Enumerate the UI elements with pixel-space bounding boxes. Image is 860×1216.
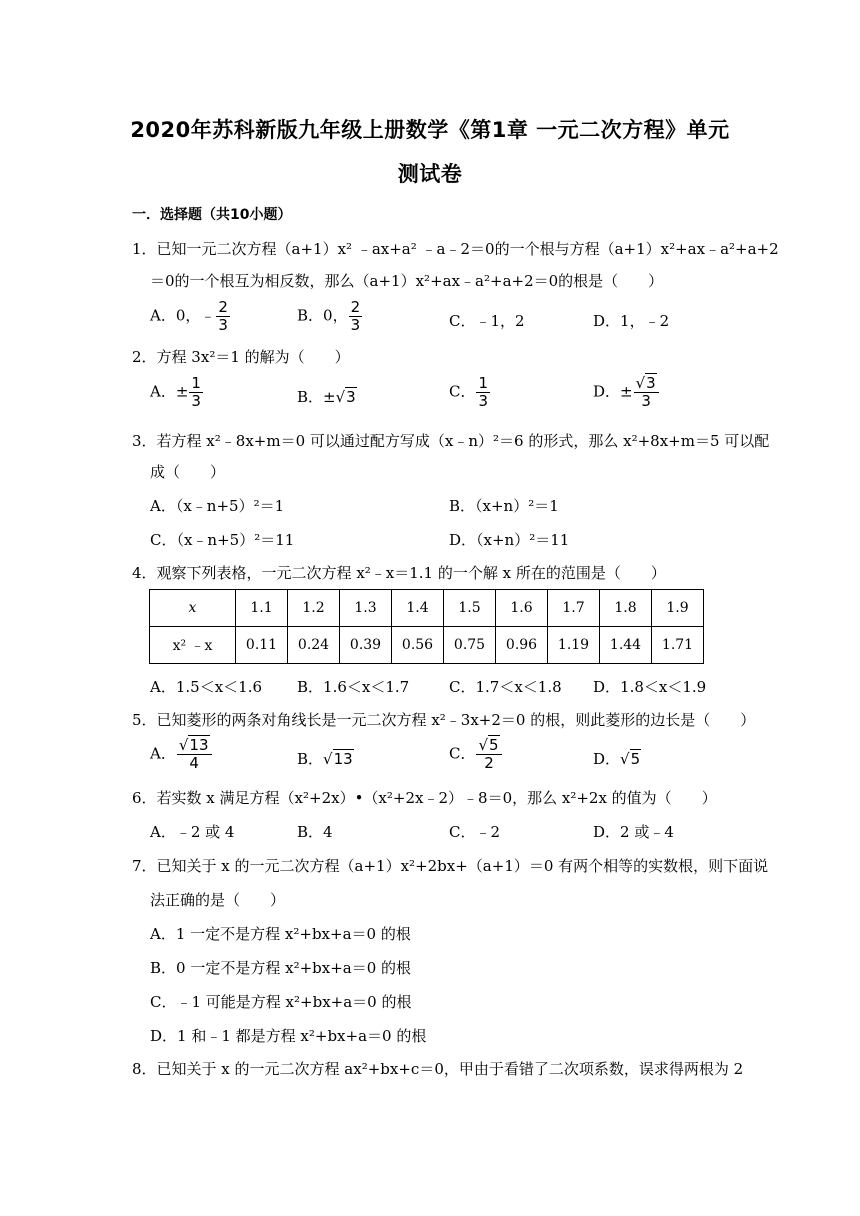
table-cell: 0.96 [496, 627, 548, 664]
q4-option-c: C．1.7＜x＜1.8 [449, 678, 562, 696]
q3-stem-line-2: 成（ ） [150, 463, 226, 481]
table-cell: 0.75 [444, 627, 496, 664]
table-cell: 0.56 [392, 627, 444, 664]
values-table [149, 589, 704, 664]
denominator: 3 [191, 392, 201, 410]
denominator: 3 [350, 316, 361, 334]
table-cell: 1.1 [236, 590, 288, 627]
table-cell: 1.7 [548, 590, 600, 627]
title-line-1: 2020年苏科新版九年级上册数学《第1章 一元二次方程》单元 [130, 118, 730, 142]
q1-option-b-fraction [349, 300, 363, 333]
q2-option-c-fraction [476, 376, 490, 409]
q1-stem-line-2: ＝0的一个根互为相反数，那么（a+1）x²+ax﹣a²+a+2＝0的根是（ ） [150, 272, 664, 290]
radicand: 13 [333, 750, 353, 768]
numerator: 2 [218, 298, 228, 316]
denominator: 3 [218, 316, 228, 334]
table-cell: 1.5 [444, 590, 496, 627]
q3-option-d: D．（x+n）²＝11 [449, 531, 570, 549]
denominator: 3 [641, 392, 651, 410]
q3-stem-line-1: 3．若方程 x²﹣8x+m＝0 可以通过配方写成（x﹣n）²＝6 的形式，那么 x²+8x+m＝5 可以配 [132, 432, 770, 450]
q1-option-d: D．1，﹣2 [593, 312, 670, 330]
q7-stem-line-1: 7．已知关于 x 的一元二次方程（a+1）x²+2bx+（a+1）＝0 有两个相等的实数根，则下面说 [132, 857, 769, 875]
q5-option-c-fraction [476, 738, 501, 771]
denominator: 2 [484, 754, 494, 772]
table-cell: 1.3 [340, 590, 392, 627]
q2-stem: 2．方程 3x²＝1 的解为（ ） [132, 348, 350, 366]
q1-stem-line-1: 1．已知一元二次方程（a+1）x² ﹣ax+a² ﹣a﹣2＝0的一个根与方程（a+1）x²+ax﹣a²+a+2 [132, 240, 779, 258]
title-line-2: 测试卷 [397, 162, 463, 186]
q2-option-a-label: A．± [150, 382, 189, 401]
denominator: 3 [478, 392, 489, 410]
numerator: 1 [478, 374, 489, 392]
q3-option-c: C．（x﹣n+5）²＝11 [150, 531, 295, 549]
numerator: √13 [177, 738, 212, 755]
q5-option-c-label: C． [449, 744, 476, 763]
q4-option-b: B．1.6＜x＜1.7 [297, 678, 410, 696]
radicand: 3 [346, 388, 356, 406]
q1-option-a-label: A．0，﹣ [150, 306, 216, 325]
table-cell: 1.9 [652, 590, 704, 627]
numerator: √3 [634, 376, 659, 393]
q5-option-b-sqrt: √13 [323, 750, 353, 768]
radicand: 3 [646, 374, 656, 392]
table-row [150, 627, 704, 664]
q1-option-a-fraction [216, 300, 230, 333]
q5-stem: 5．已知菱形的两条对角线长是一元二次方程 x²﹣3x+2＝0 的根，则此菱形的边长是（ ） [132, 711, 756, 729]
denominator: 4 [189, 754, 199, 772]
q4-option-d: D．1.8＜x＜1.9 [593, 678, 707, 696]
table-header-x [150, 590, 236, 627]
q4-option-a: A．1.5＜x＜1.6 [150, 678, 263, 696]
section-heading: 一．选择题（共10小题） [132, 207, 292, 223]
table-row [150, 590, 704, 627]
q1-option-b [297, 300, 363, 333]
q1-option-a [150, 300, 231, 333]
table-header-expression: x² ﹣x [150, 627, 236, 664]
table-cell: 1.8 [600, 590, 652, 627]
table-cell: 1.71 [652, 627, 704, 664]
numerator: 1 [191, 374, 201, 392]
header-text: x [188, 600, 197, 616]
q7-option-a: A．1 一定不是方程 x²+bx+a＝0 的根 [150, 925, 411, 943]
table-cell: 0.39 [340, 627, 392, 664]
q5-option-a-fraction [177, 738, 212, 771]
q1-option-b-label: B．0， [297, 306, 348, 325]
q2-option-d-label: D．± [593, 382, 633, 401]
q7-option-c: C．﹣1 可能是方程 x²+bx+a＝0 的根 [150, 993, 412, 1011]
numerator: √5 [476, 738, 501, 755]
q2-option-d-fraction [634, 376, 659, 409]
table-cell: 0.24 [288, 627, 340, 664]
radicand: 13 [189, 736, 209, 754]
q2-option-a-fraction [189, 376, 203, 409]
q7-option-d: D．1 和﹣1 都是方程 x²+bx+a＝0 的根 [150, 1027, 427, 1045]
q2-option-a [150, 376, 204, 409]
radicand: 5 [489, 736, 499, 754]
table-cell: 1.2 [288, 590, 340, 627]
q8-stem-line-1: 8．已知关于 x 的一元二次方程 ax²+bx+c＝0，甲由于看错了二次项系数，误求得两根为 2 [132, 1060, 744, 1078]
q6-option-b: B．4 [297, 823, 333, 841]
q2-option-b [297, 386, 357, 407]
q5-option-d-label: D． [593, 750, 621, 768]
table-cell: 1.44 [600, 627, 652, 664]
q5-option-d [593, 748, 641, 769]
q2-option-c-label: C． [449, 382, 476, 401]
q7-stem-line-2: 法正确的是（ ） [150, 891, 286, 909]
q5-option-b-label: B． [297, 750, 324, 768]
q2-option-b-sqrt: √3 [335, 388, 356, 406]
q2-option-d [593, 376, 660, 409]
q5-option-c [449, 738, 503, 771]
table-cell: 1.19 [548, 627, 600, 664]
q5-option-a [150, 738, 213, 771]
table-cell: 1.4 [392, 590, 444, 627]
q3-option-a: A．（x﹣n+5）²＝1 [150, 497, 285, 515]
q5-option-b [297, 748, 354, 769]
numerator: 2 [350, 298, 361, 316]
q5-option-d-sqrt: √5 [620, 750, 641, 768]
q6-option-d: D．2 或﹣4 [593, 823, 674, 841]
q2-option-c [449, 376, 491, 409]
q7-option-b: B．0 一定不是方程 x²+bx+a＝0 的根 [150, 959, 412, 977]
radicand: 5 [630, 750, 641, 768]
q3-option-b: B．（x+n）²＝1 [449, 497, 559, 515]
q6-option-c: C．﹣2 [449, 823, 501, 841]
q6-stem: 6．若实数 x 满足方程（x²+2x）•（x²+2x﹣2）﹣8＝0，那么 x²+2x 的值为（ ） [132, 789, 717, 807]
q2-option-b-label: B．± [297, 388, 336, 406]
q4-stem: 4．观察下列表格，一元二次方程 x²﹣x＝1.1 的一个解 x 所在的范围是（ ） [132, 564, 666, 582]
table-cell: 0.11 [236, 627, 288, 664]
q1-option-c: C．﹣1，2 [449, 312, 525, 330]
q6-option-a: A．﹣2 或 4 [150, 823, 235, 841]
table-cell: 1.6 [496, 590, 548, 627]
q5-option-a-label: A． [150, 744, 176, 763]
